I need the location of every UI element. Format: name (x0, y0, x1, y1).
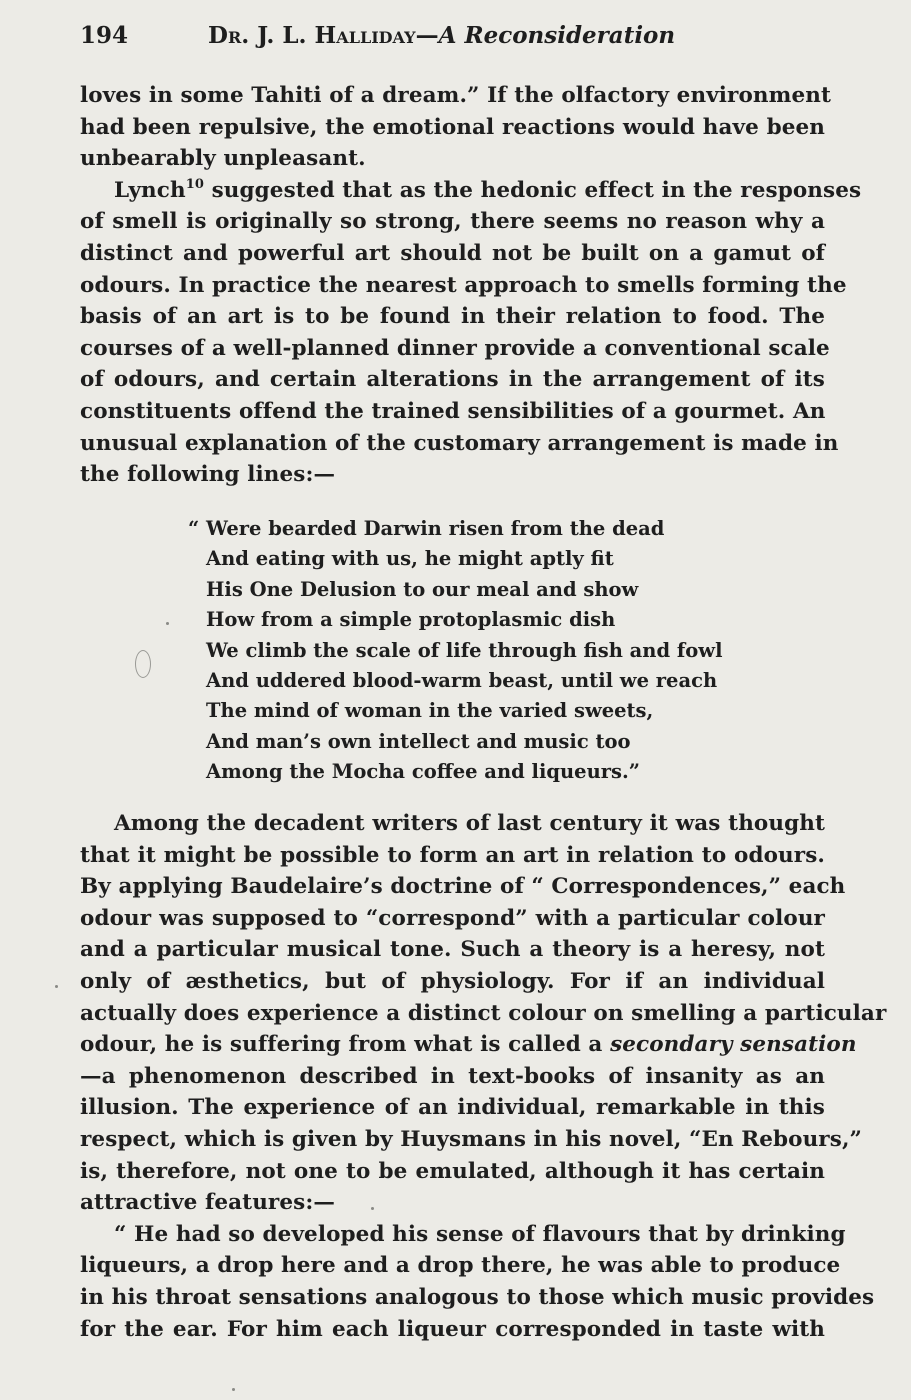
poem-line: His One Delusion to our meal and show (206, 577, 639, 601)
text-line: odour was supposed to “correspond” with a particular colour (80, 905, 825, 931)
text-line: illusion. The experience of an individual, remarkable in this (80, 1095, 825, 1121)
text-line: courses of a well-planned dinner provide a conventional scale (80, 335, 830, 361)
text-line (80, 1029, 857, 1061)
text-line: constituents offend the trained sensibilities of a gourmet. An (80, 398, 826, 424)
poem-line: And eating with us, he might aptly fit (206, 547, 614, 571)
text-line: the following lines:— (80, 462, 336, 488)
text-line-rest: suggested that as the hedonic effect in the responses (204, 177, 862, 203)
text-line (80, 175, 862, 207)
text-line: respect, which is given by Huysmans in his novel, “En Rebours,” (80, 1126, 862, 1152)
header-title (208, 18, 675, 54)
poem-line: We climb the scale of life through fish and fowl (206, 638, 723, 662)
text-line: liqueurs, a drop here and a drop there, he was able to produce (80, 1253, 841, 1279)
text-line: is, therefore, not one to be emulated, although it has certain (80, 1158, 825, 1184)
text-line: basis of an art is to be found in their relation to food. The (80, 304, 825, 330)
poem-line: And uddered blood-warm beast, until we reach (206, 668, 718, 692)
text-line: loves in some Tahiti of a dream.” If the olfactory environment (80, 83, 832, 108)
text-line: odours. In practice the nearest approach to smells forming the (80, 272, 847, 298)
poem-quotation (188, 514, 723, 788)
poem-line: The mind of woman in the varied sweets, (206, 699, 654, 723)
text-line: attractive features:— (80, 1190, 335, 1216)
page-speck (371, 1207, 374, 1210)
page-speck (55, 985, 58, 988)
text-line: unusual explanation of the customary arrangement is made in (80, 430, 839, 456)
text-line: of odours, and certain alterations in the arrangement of its (80, 367, 825, 393)
text-line: that it might be possible to form an art in relation to odours. (80, 842, 825, 868)
running-head (80, 18, 825, 54)
poem-line: Among the Mocha coffee and liqueurs.” (206, 760, 641, 784)
footnote-reference: 10 (185, 176, 204, 192)
header-article-title: A Reconsideration (438, 22, 676, 49)
text-line: in his throat sensations analogous to those which music provides (80, 1284, 875, 1310)
body-text-bottom (80, 808, 887, 1345)
header-author: Dr. J. L. Halliday— (208, 22, 439, 49)
page-blemish (135, 650, 151, 678)
page-speck (232, 1388, 235, 1391)
text-line: By applying Baudelaire’s doctrine of “ Correspondences,” each (80, 874, 846, 900)
paragraph-lead: Lynch (114, 177, 186, 203)
text-line: only of æsthetics, but of physiology. For if an individual (80, 968, 825, 994)
text-line: unbearably unpleasant. (80, 146, 366, 172)
text-line: distinct and powerful art should not be built on a gamut of (80, 240, 825, 266)
text-line: actually does experience a distinct colour on smelling a particular (80, 1000, 887, 1026)
body-text-top (80, 80, 862, 491)
poem-line: How from a simple protoplasmic dish (206, 608, 616, 632)
italic-term: secondary sensation (610, 1032, 857, 1058)
text-line: —a phenomenon described in text-books of insanity as an (80, 1063, 825, 1089)
text-line: “ He had so developed his sense of flavours that by drinking (114, 1221, 846, 1247)
text-line: and a particular musical tone. Such a theory is a heresy, not (80, 937, 825, 963)
page-speck (166, 622, 169, 625)
text-line: for the ear. For him each liqueur corresponded in taste with (80, 1316, 825, 1342)
poem-line: “ Were bearded Darwin risen from the dead (188, 517, 665, 540)
text-line: had been repulsive, the emotional reactions would have been (80, 114, 825, 140)
text-line: of smell is originally so strong, there seems no reason why a (80, 209, 825, 235)
text-line: Among the decadent writers of last century it was thought (114, 811, 825, 836)
page-number: 194 (80, 22, 129, 49)
poem-line: And man’s own intellect and music too (206, 729, 631, 753)
text-line-start: odour, he is suffering from what is called a (80, 1032, 611, 1058)
